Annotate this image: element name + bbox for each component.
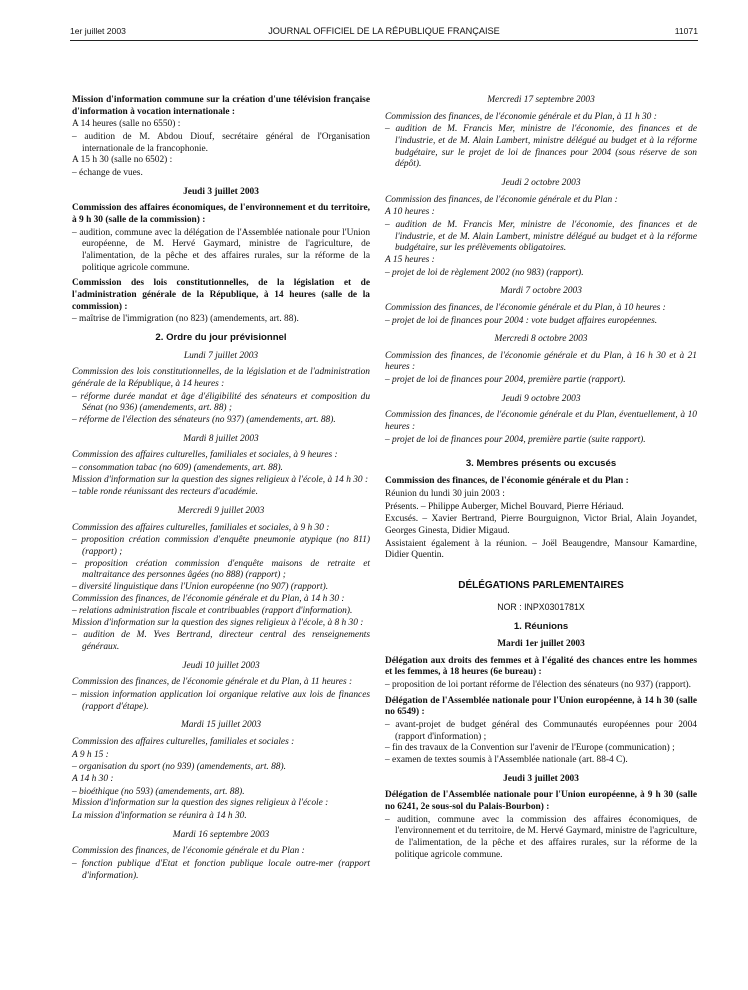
page-header: [70, 26, 698, 40]
paragraph: Mission d'information sur la question des signes religieux à l'école, à 14 h 30 :: [72, 474, 369, 485]
list-item: – audition, commune avec la délégation de l'Assemblée nationale pour l'Union européenne, de M. Hervé Gaymard, ministre de l'agriculture, de l'alimentation, de la pêche et des affaires rurales, sur la réforme de la politique agricole commune.: [72, 228, 370, 275]
page-number: 11071: [674, 26, 698, 36]
list-item: – examen de textes soumis à l'Assemblée nationale (art. 88-4 C).: [385, 755, 697, 767]
item-list: [72, 463, 370, 475]
list-item: – projet de loi de règlement 2002 (no 983) (rapport).: [385, 268, 697, 280]
time-line: A 10 heures :: [385, 207, 435, 218]
item-list: [385, 815, 697, 862]
section-heading: 3. Membres présents ou excusés: [465, 458, 617, 470]
item-list: [72, 168, 370, 180]
paragraph: Commission des finances, de l'économie générale et du Plan, à 11 heures :: [72, 677, 353, 688]
item-list: [72, 690, 370, 713]
list-item: – audition, commune avec la commission des affaires économiques, de l'environnement et du territoire, de M. Hervé Gaymard, ministre de l'agriculture, de l'alimentation, de la pêche et des affaires rurales, sur la réforme de la politique agricole commune.: [385, 815, 697, 862]
time-line: A 9 h 15 :: [72, 749, 109, 760]
paragraph: Commission des affaires culturelles, familiales et sociales, à 9 h 30 :: [72, 522, 330, 533]
paragraph: Mission d'information sur la question des signes religieux à l'école :: [72, 798, 329, 809]
header-date: 1er juillet 2003: [70, 26, 126, 36]
date-heading: Mardi 1er juillet 2003: [497, 639, 585, 650]
list-item: – bioéthique (no 593) (amendements, art. 88).: [72, 787, 370, 799]
paragraph: La mission d'information se réunira à 14 h 30.: [72, 811, 247, 822]
left-column: [72, 95, 370, 882]
time-line: A 15 h 30 (salle no 6502) :: [72, 155, 173, 166]
paragraph: Mission d'information sur la question des signes religieux à l'école, à 8 h 30 :: [72, 617, 364, 628]
date-heading: Mercredi 9 juillet 2003: [177, 505, 265, 516]
time-line: A 14 h 30 :: [72, 774, 114, 785]
paragraph: Commission des finances, de l'économie générale et du Plan :: [72, 846, 305, 857]
list-item: – audition de M. Francis Mer, ministre de l'économie, des finances et de l'industrie, et de M. Alain Lambert, ministre délégué au budget et à la réforme budgétaire, sur les prélèvements obligatoires.: [385, 220, 697, 255]
list-item: – audition de M. Francis Mer, ministre de l'économie, des finances et de l'industrie, et de M. Alain Lambert, ministre délégué au budget et à la réforme budgétaire, sur le projet de loi de finances pour 2004 (sous réserve de son dépôt).: [385, 124, 697, 171]
section-heading: 1. Réunions: [513, 621, 569, 633]
paragraph: Commission des finances, de l'économie générale et du Plan, à 10 heures :: [385, 302, 666, 313]
item-list: [72, 787, 370, 799]
item-list: [72, 606, 370, 618]
meeting-line: Réunion du lundi 30 juin 2003 :: [385, 488, 505, 499]
list-item: – fonction publique d'Etat et fonction publique locale outre-mer (rapport d'information).: [72, 859, 370, 882]
item-list: [72, 859, 370, 882]
item-list: [385, 435, 697, 447]
list-item: – organisation du sport (no 939) (amendements, art. 88).: [72, 762, 370, 774]
paragraph: Commission des finances, de l'économie générale et du Plan, à 16 h 30 et à 21 heures :: [385, 350, 697, 373]
item-list: [385, 220, 697, 255]
list-item: – consommation tabac (no 609) (amendements, art. 88).: [72, 463, 370, 475]
time-line: A 15 heures :: [385, 254, 435, 265]
right-column: [385, 95, 697, 861]
date-heading: Jeudi 3 juillet 2003: [503, 773, 579, 784]
paragraph: Commission des lois constitutionnelles, de la législation et de l'administration générale de la République, à 14 heures :: [72, 367, 370, 390]
list-item: – proposition de loi portant réforme de l'élection des sénateurs (no 937) (rapport).: [385, 680, 697, 692]
paragraph: Commission des finances, de l'économie générale et du Plan :: [385, 194, 618, 205]
list-item: – audition de M. Yves Bertrand, directeur central des renseignements généraux.: [72, 630, 370, 653]
item-list: [72, 132, 370, 155]
header-rule: [70, 40, 698, 41]
item-list: [72, 487, 370, 499]
item-list: [72, 392, 370, 427]
date-heading: Mercredi 8 octobre 2003: [494, 334, 588, 345]
block-title: Commission des finances, de l'économie générale et du Plan :: [385, 476, 629, 487]
item-list: [385, 124, 697, 171]
paragraph: Commission des finances, de l'économie générale et du Plan, à 11 h 30 :: [385, 111, 657, 122]
block-title: Délégation de l'Assemblée nationale pour l'Union européenne, à 9 h 30 (salle no 6241, 2e sous-sol du Palais-Bourbon) :: [385, 790, 697, 812]
date-heading: Jeudi 3 juillet 2003: [183, 186, 259, 197]
date-heading: Mardi 16 septembre 2003: [172, 829, 270, 840]
date-heading: Mardi 8 juillet 2003: [183, 433, 259, 444]
date-heading: Mercredi 17 septembre 2003: [487, 95, 595, 105]
time-line: A 14 heures (salle no 6550) :: [72, 119, 181, 130]
date-heading: Jeudi 2 octobre 2003: [501, 177, 581, 188]
item-list: [385, 375, 697, 387]
section-heading: 2. Ordre du jour prévisionnel: [155, 331, 287, 343]
list-item: – fin des travaux de la Convention sur l'avenir de l'Europe (communication) ;: [385, 743, 697, 755]
list-item: – avant-projet de budget général des Communautés européennes pour 2004 (rapport d'information) ;: [385, 720, 697, 743]
list-item: – réforme durée mandat et âge d'éligibilité des sénateurs et composition du Sénat (no 936) (amendements, art. 88) ;: [72, 392, 370, 415]
paragraph: Commission des finances, de l'économie générale et du Plan, à 14 h 30 :: [72, 593, 345, 604]
nor-reference: NOR : INPX0301781X: [497, 602, 585, 613]
paragraph: Commission des affaires culturelles, familiales et sociales, à 9 heures :: [72, 450, 338, 461]
section-title: DÉLÉGATIONS PARLEMENTAIRES: [458, 579, 624, 591]
item-list: [72, 762, 370, 774]
list-item: – proposition création commission d'enquête pneumonie atypique (no 811) (rapport) ;: [72, 535, 370, 558]
list-item: – proposition création commission d'enquête maisons de retraite et maltraitance des personnes âgées (no 888) (rapport) ;: [72, 559, 370, 582]
item-list: [72, 314, 370, 326]
date-heading: Jeudi 10 juillet 2003: [182, 660, 260, 671]
list-item: – projet de loi de finances pour 2004, première partie (rapport).: [385, 375, 697, 387]
date-heading: Mardi 15 juillet 2003: [180, 720, 262, 731]
item-list: [72, 535, 370, 593]
list-item: – audition de M. Abdou Diouf, secrétaire général de l'Organisation internationale de la francophonie.: [72, 132, 370, 155]
item-list: [385, 680, 697, 692]
block-title: Commission des lois constitutionnelles, de la législation et de l'administration générale de la République, à 14 heures (salle de la commission) :: [72, 278, 370, 312]
paragraph: Commission des finances, de l'économie générale et du Plan, éventuellement, à 10 heures :: [385, 410, 697, 433]
block-title: Délégation de l'Assemblée nationale pour l'Union européenne, à 14 h 30 (salle no 6549) :: [385, 695, 697, 718]
list-item: – projet de loi de finances pour 2004, première partie (suite rapport).: [385, 435, 697, 447]
list-item: – projet de loi de finances pour 2004 : vote budget affaires européennes.: [385, 316, 697, 328]
block-title: Commission des affaires économiques, de l'environnement et du territoire, à 9 h 30 (salle de la commission) :: [72, 203, 370, 225]
list-item: – maîtrise de l'immigration (no 823) (amendements, art. 88).: [72, 314, 370, 326]
item-list: [385, 316, 697, 328]
item-list: [385, 720, 697, 767]
present-line: Présents. – Philippe Auberger, Michel Bouvard, Pierre Hériaud.: [385, 501, 624, 512]
list-item: – diversité linguistique dans l'Union européenne (no 907) (rapport).: [72, 582, 370, 594]
list-item: – relations administration fiscale et contribuables (rapport d'information).: [72, 606, 370, 618]
list-item: – table ronde réunissant des recteurs d'académie.: [72, 487, 370, 499]
block-title: Mission d'information commune sur la création d'une télévision française d'information à vocation internationale :: [72, 95, 370, 117]
list-item: – réforme de l'élection des sénateurs (no 937) (amendements, art. 88).: [72, 415, 370, 427]
item-list: [72, 228, 370, 275]
date-heading: Lundi 7 juillet 2003: [183, 350, 259, 361]
date-heading: Jeudi 9 octobre 2003: [501, 393, 581, 404]
header-title: JOURNAL OFFICIEL DE LA RÉPUBLIQUE FRANÇAISE: [268, 26, 500, 36]
block-title: Délégation aux droits des femmes et à l'égalité des chances entre les hommes et les femmes, à 18 heures (6e bureau) :: [385, 655, 697, 678]
item-list: [385, 268, 697, 280]
date-heading: Mardi 7 octobre 2003: [500, 286, 582, 297]
item-list: [72, 630, 370, 653]
paragraph: Commission des affaires culturelles, familiales et sociales :: [72, 737, 295, 748]
list-item: – échange de vues.: [72, 168, 370, 180]
excused-line: Excusés. – Xavier Bertrand, Pierre Bourguignon, Victor Brial, Alain Joyandet, Georges Ginesta, Didier Migaud.: [385, 514, 697, 536]
list-item: – mission information application loi organique relative aux lois de finances (rapport d'étape).: [72, 690, 370, 713]
attendees-line: Assistaient également à la réunion. – Joël Beaugendre, Mansour Kamardine, Didier Quentin.: [385, 538, 697, 561]
